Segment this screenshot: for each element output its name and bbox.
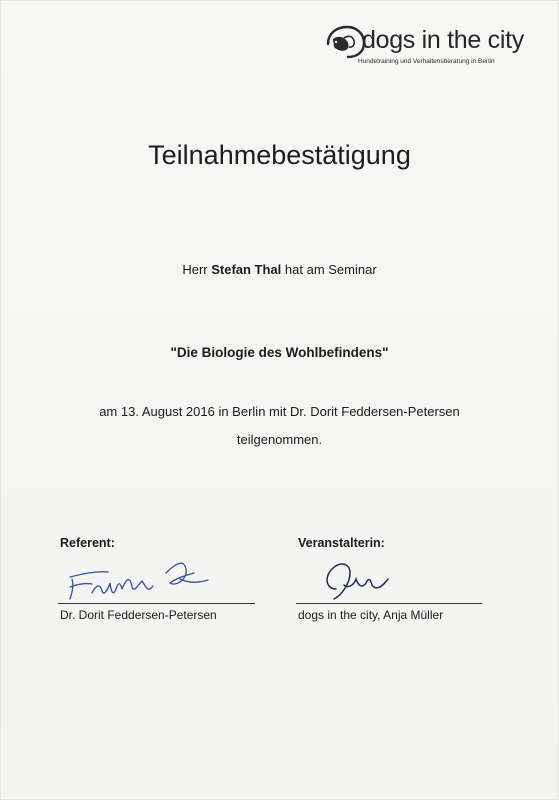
completion-line: teilgenommen. <box>236 432 323 447</box>
referent-name: Dr. Dorit Feddersen-Petersen <box>60 608 217 622</box>
company-logo <box>322 22 532 72</box>
brand-name: dogs in the city <box>362 26 524 54</box>
brand-tagline: Hundetraining und Verhaltensberatung in Berlin <box>358 58 495 65</box>
participant-name: Stefan Thal <box>211 262 282 277</box>
organizer-signature-line <box>296 603 482 604</box>
referent-signature <box>58 553 228 603</box>
document-title: Teilnahmebestätigung <box>148 140 411 170</box>
organizer-signature <box>318 555 418 603</box>
referent-signature-line <box>58 603 255 604</box>
salutation: Herr <box>182 262 212 277</box>
seminar-intro: hat am Seminar <box>281 262 377 277</box>
date-location-line: am 13. August 2016 in Berlin mit Dr. Dorit Feddersen-Petersen <box>99 404 460 419</box>
seminar-title: "Die Biologie des Wohlbefindens" <box>170 345 389 360</box>
organizer-name: dogs in the city, Anja Müller <box>298 608 444 622</box>
participant-line <box>0 262 559 277</box>
referent-label: Referent: <box>60 536 115 550</box>
organizer-label: Veranstalterin: <box>298 536 385 550</box>
